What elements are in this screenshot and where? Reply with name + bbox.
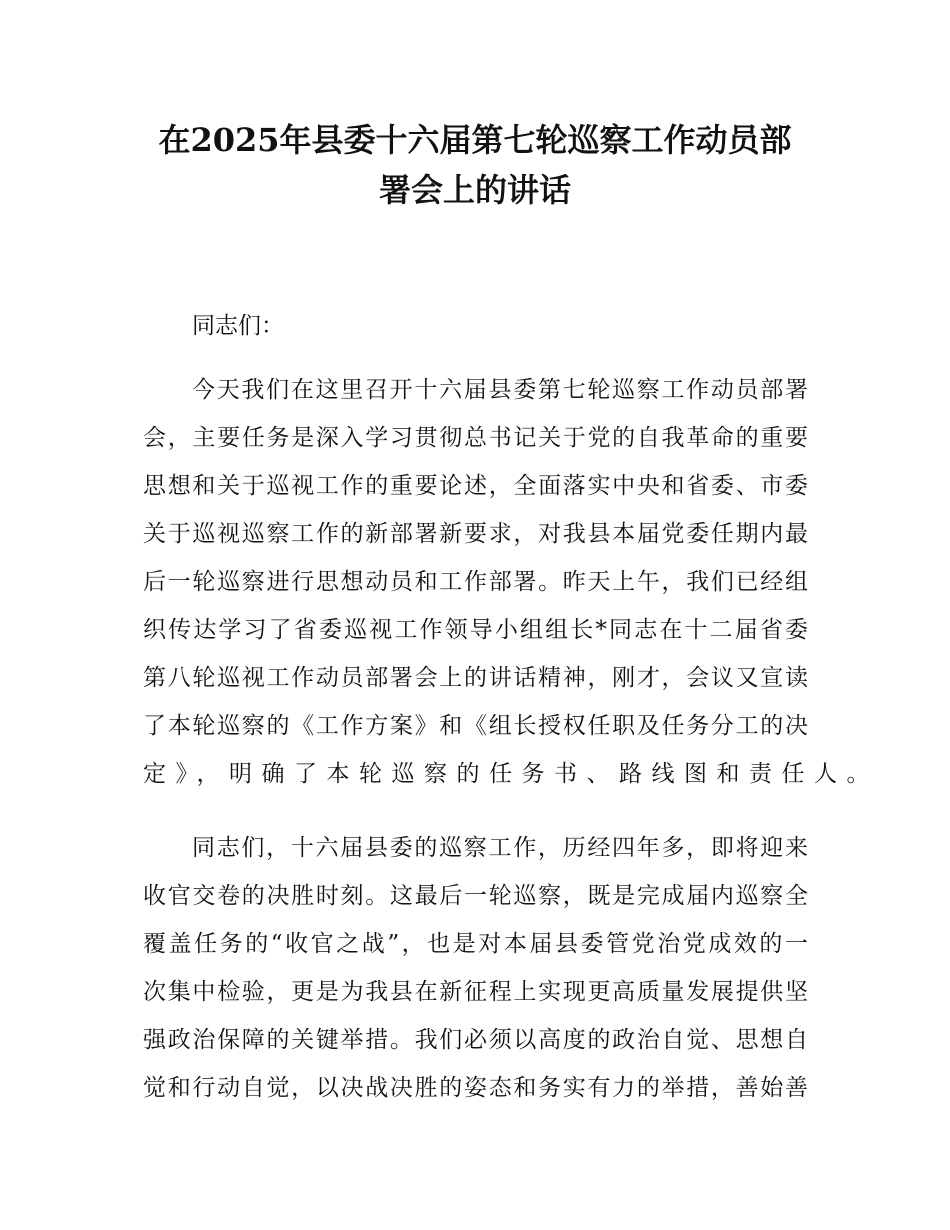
- text-line: 第八轮巡视工作动员部署会上的讲话精神，刚才，会议又宣读: [143, 665, 808, 691]
- text-line: 覆盖任务的“收官之战”，也是对本届县委管党治党成效的一: [143, 931, 808, 957]
- title-line-2: 署会上的讲话: [378, 171, 571, 209]
- text-line: 思想和关于巡视工作的重要论述，全面落实中央和省委、市委: [143, 473, 808, 499]
- text-line: 觉和行动自觉，以决战决胜的姿态和务实有力的举措，善始善: [143, 1075, 808, 1101]
- text-line: 会，主要任务是深入学习贯彻总书记关于党的自我革命的重要: [143, 425, 808, 451]
- text-line: 次集中检验，更是为我县在新征程上实现更高质量发展提供坚: [143, 979, 808, 1005]
- title-line-1: 在2025年县委十六届第七轮巡察工作动员部: [158, 121, 792, 159]
- text-line: 收官交卷的决胜时刻。这最后一轮巡察，既是完成届内巡察全: [143, 883, 808, 909]
- text-line: 定》，明确了本轮巡察的任务书、路线图和责任人。: [143, 761, 879, 787]
- document-title: [140, 115, 810, 215]
- text-line: 了本轮巡察的《工作方案》和《组长授权任职及任务分工的决: [143, 713, 808, 739]
- paragraph-1: [143, 372, 879, 804]
- text-line: 后一轮巡察进行思想动员和工作部署。昨天上午，我们已经组: [143, 569, 808, 595]
- text-line: 强政治保障的关键举措。我们必须以高度的政治自觉、思想自: [143, 1027, 808, 1053]
- text-line: 同志们，十六届县委的巡察工作，历经四年多，即将迎来: [192, 835, 808, 861]
- greeting: 同志们：: [192, 313, 284, 339]
- text-line: 织传达学习了省委巡视工作领导小组组长*同志在十二届省委: [143, 617, 808, 643]
- text-line: 今天我们在这里召开十六届县委第七轮巡察工作动员部署: [192, 377, 808, 403]
- paragraph-2: [143, 830, 808, 1118]
- text-line: 关于巡视巡察工作的新部署新要求，对我县本届党委任期内最: [143, 521, 808, 547]
